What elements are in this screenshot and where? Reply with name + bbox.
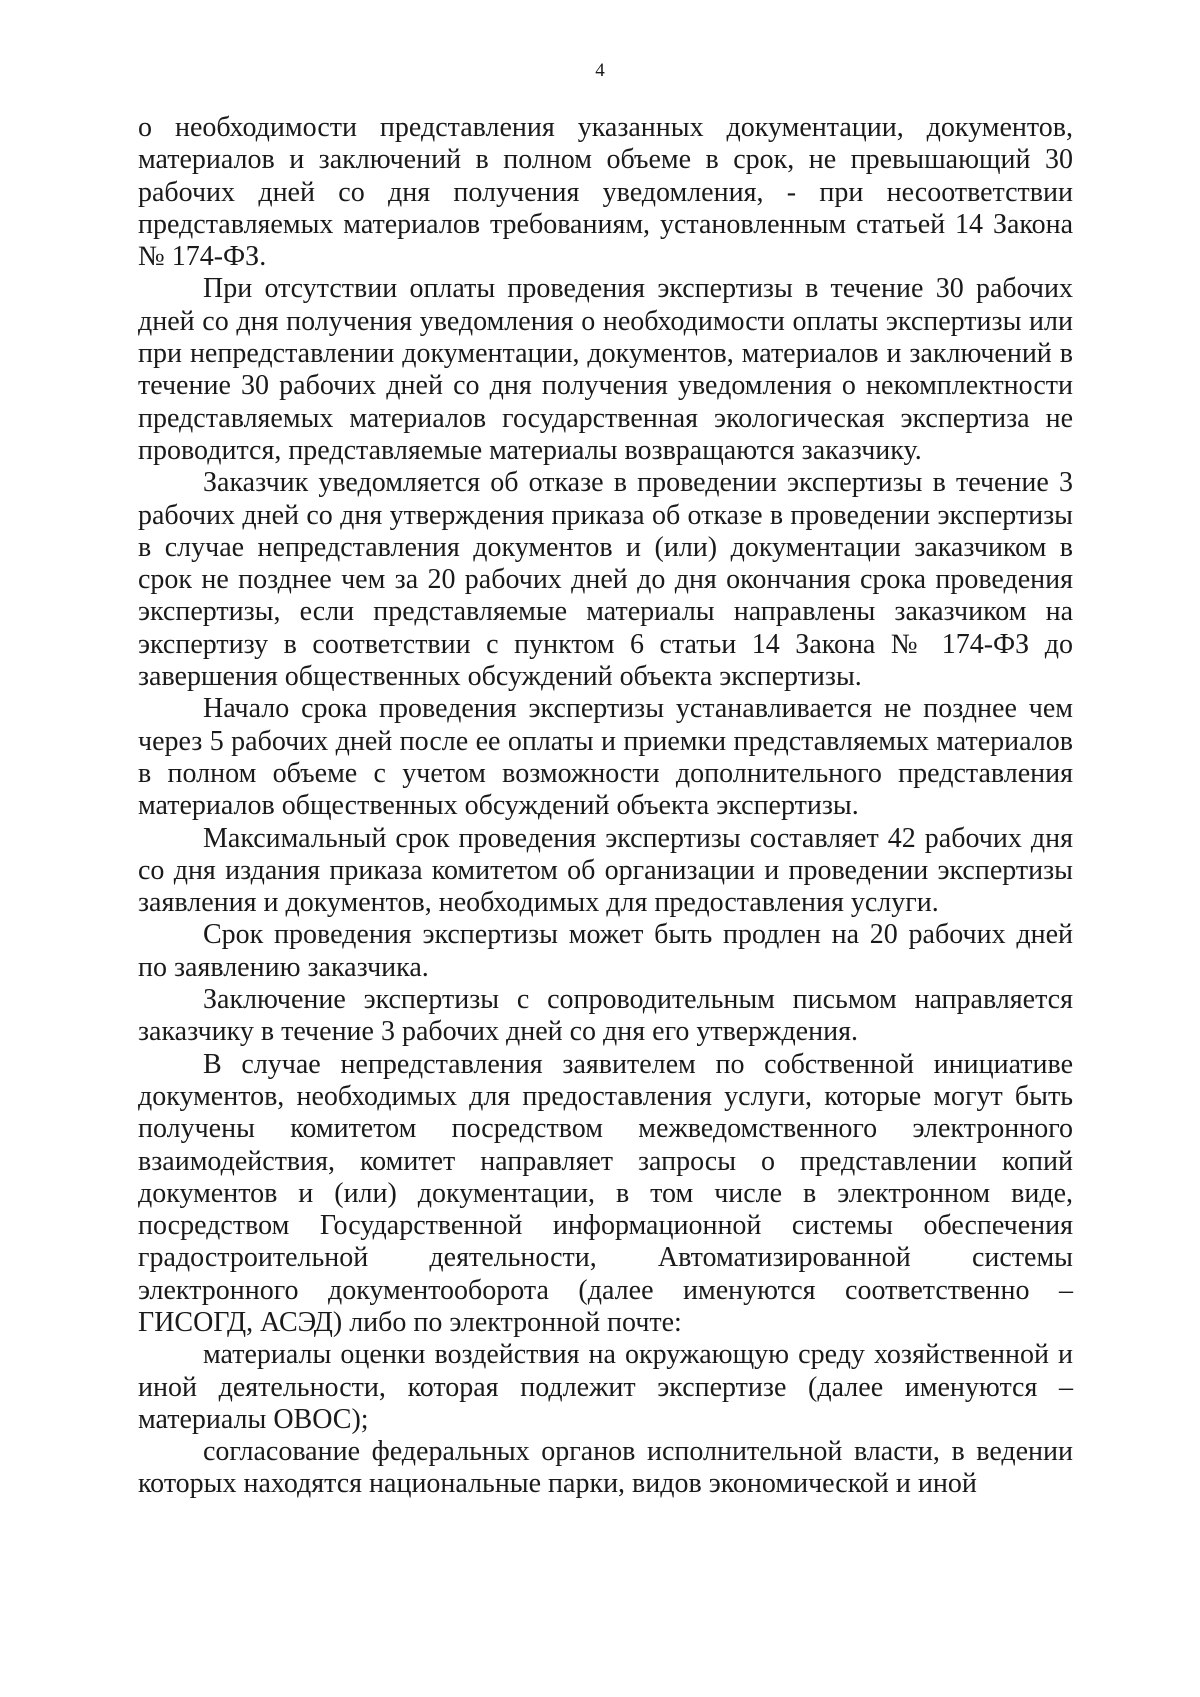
paragraph-8: В случае непредставления заявителем по собственной инициативе документов, необходимых для предоставления услуги, которые могут быть получены комитетом посредством межведомственного электронного взаимодействия, комитет направляет запросы о представлении копий документов и (или) документации, в том числе в электронном виде, посредством Государственной информационной системы обеспечения градостроительной деятельности, Автоматизированной системы электронного документооборота (далее именуются соответственно – ГИСОГД, АСЭД) либо по электронной почте:: [138, 1048, 1073, 1338]
paragraph-1: о необходимости представления указанных документации, документов, материалов и заключений в полном объеме в срок, не превышающий 30 рабочих дней со дня получения уведомления, - при несоответствии представляемых материалов требованиям, установленным статьей 14 Закона № 174-ФЗ.: [138, 112, 1073, 273]
paragraph-9: материалы оценки воздействия на окружающую среду хозяйственной и иной деятельности, которая подлежит экспертизе (далее именуются – материалы ОВОС);: [138, 1339, 1073, 1435]
paragraph-2: При отсутствии оплаты проведения экспертизы в течение 30 рабочих дней со дня получения уведомления о необходимости оплаты экспертизы или при непредставлении документации, документов, материалов и заключений в течение 30 рабочих дней со дня получения уведомления о некомплектности представляемых материалов государственная экологическая экспертиза не проводится, представляемые материалы возвращаются заказчику.: [138, 273, 1073, 466]
page-number: 4: [595, 60, 605, 81]
paragraph-7: Заключение экспертизы с сопроводительным письмом направляется заказчику в течение 3 рабочих дней со дня его утверждения.: [138, 984, 1073, 1048]
paragraph-5: Максимальный срок проведения экспертизы составляет 42 рабочих дня со дня издания приказа комитетом об организации и проведении экспертизы заявления и документов, необходимых для предоставления услуги.: [138, 822, 1073, 919]
document-body: [138, 112, 1073, 1501]
paragraph-10: согласование федеральных органов исполнительной власти, в ведении которых находятся национальные парки, видов экономической и иной: [138, 1436, 1073, 1500]
paragraph-3: Заказчик уведомляется об отказе в проведении экспертизы в течение 3 рабочих дней со дня утверждения приказа об отказе в проведении экспертизы в случае непредставления документов и (или) документации заказчиком в срок не позднее чем за 20 рабочих дней до дня окончания срока проведения экспертизы, если представляемые материалы направлены заказчиком на экспертизу в соответствии с пунктом 6 статьи 14 Закона № 174-ФЗ до завершения общественных обсуждений объекта экспертизы.: [138, 467, 1073, 693]
paragraph-6: Срок проведения экспертизы может быть продлен на 20 рабочих дней по заявлению заказчика.: [138, 919, 1073, 983]
paragraph-4: Начало срока проведения экспертизы устанавливается не позднее чем через 5 рабочих дней после ее оплаты и приемки представляемых материалов в полном объеме с учетом возможности дополнительного представления материалов общественных обсуждений объекта экспертизы.: [138, 693, 1073, 822]
